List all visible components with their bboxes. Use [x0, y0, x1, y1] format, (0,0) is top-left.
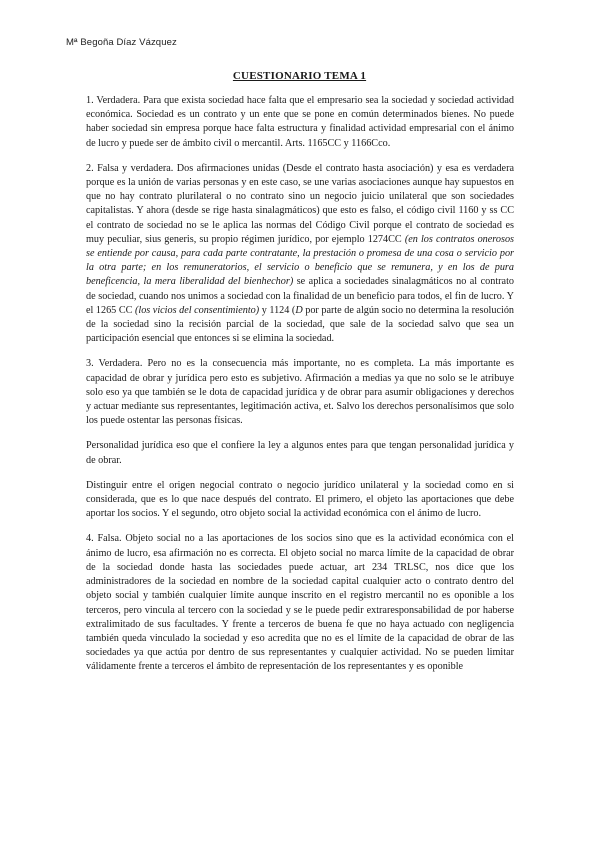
- answer-2-text-a: 2. Falsa y verdadera. Dos afirmaciones unidas (Desde el contrato hasta asociación) y esa es verdadera porque es la unión de varias personas y en este caso, se une varias asociaciones aunque hay supuestos en que no hay contrato plurilateral o no contrato sino un negocio juicio unilateral que son sociedades capitalistas. Y ahora (desde se rige hasta sinalagmáticos) que esto es falso, el código civil 1160 y ss CC el contrato de sociedad no se le aplica las normas del Código Civil porque el contrato de sociedad es muy peculiar, sius generis, su propio régimen jurídico, por ejemplo 1274CC: [86, 162, 514, 245]
- document-body: [86, 94, 514, 686]
- page-header-author: Mª Begoña Díaz Vázquez: [66, 37, 177, 48]
- paragraph-distinguir: Distinguir entre el origen negocial contrato o negocio jurídico unilateral y la sociedad como en si considerada, que es lo que nace después del contrato. El primero, el objeto las aportaciones que debe aportar los socios. Y el segundo, otro objeto social la actividad económica con el ánimo de lucro.: [86, 479, 514, 520]
- paragraph-personalidad: Personalidad jurídica eso que el confiere la ley a algunos entes para que tengan personalidad jurídica y de obrar.: [86, 440, 514, 466]
- answer-2-quote-art-1265: (los vicios del consentimiento): [134, 304, 260, 316]
- document-title: CUESTIONARIO TEMA 1: [232, 70, 367, 82]
- paragraph-answer-2: [86, 162, 514, 347]
- answer-2-italic-d: D: [295, 304, 303, 316]
- answer-2-text-e: y 1124 (: [259, 304, 296, 316]
- answer-2-text-g: por parte de algún socio no determina la resolución de la sociedad sino la recisión parcial de la sociedad, que sale de la sociedad salvo que sea un participación esencial que entonces si se elimina la sociedad.: [86, 304, 515, 345]
- paragraph-answer-1: 1. Verdadera. Para que exista sociedad hace falta que el empresario sea la sociedad y sociedad actividad económica. Sociedad es un contrato y un ente que se pone en común determinados bienes. No puede haber sociedad sin empresa porque hace falta estructura y finalidad actividad empresarial con el ánimo de lucro y puede ser de ámbito civil o mercantil. Arts. 1165CC y 1166Cco.: [86, 95, 514, 149]
- paragraph-answer-3: 3. Verdadera. Pero no es la consecuencia más importante, no es completa. La más importante es capacidad de obrar y jurídica pero esto es subjetivo. Afirmación a medias ya que no solo se le atribuye solo eso ya que también se le dota de capacidad jurídica y de obrar para asumir obligaciones y derechos y actuar mediante sus representantes, legitimación activa, et. Salvo los derechos personalísimos que solo los puede ostentar las personas físicas.: [86, 358, 514, 427]
- answer-2-quote-art-1274: (en los contratos onerosos se entiende por causa, para cada parte contratante, la prestación o promesa de una cosa o servicio por la otra parte; en los remuneratorios, el servicio o beneficio que se remunera, y en los de pura beneficencia, la mera liberalidad del bienhechor): [86, 233, 515, 288]
- paragraph-answer-4: 4. Falsa. Objeto social no a las aportaciones de los socios sino que es la actividad económica con el ánimo de lucro, esa afirmación no es correcta. El objeto social no marca límite de la capacidad de obrar de la sociedad donde hasta las sociedades puede actuar, art 234 TRLSC, nos dice que los administradores de la sociedad en nombre de la sociedad capital cualquier acto o contrato dentro del objeto social y también cualquier límite aunque inscrito en el registro mercantil no es oponible a los terceros, pero vincula al tercero con la sociedad y se le puede pedir extraresponsabilidad de por haberse extralimitado de sus facultades. Y frente a terceros de buena fe que no haya actuado con negligencia también queda vinculado la sociedad y eso acredita que no es el límite de la capacidad de obrar de las sociedades ya que actúa por dentro de sus representantes y cualquier actividad. No se pueden limitar válidamente frente a terceros el ámbito de representación de los representantes y es oponible: [86, 533, 514, 673]
- answer-2-text-c: se aplica a sociedades sinalagmáticos no al contrato de sociedad, cuando nos unimos a sociedad con la finalidad de un beneficio para todos, el fin de lucro. Y el 1265 CC: [86, 276, 514, 316]
